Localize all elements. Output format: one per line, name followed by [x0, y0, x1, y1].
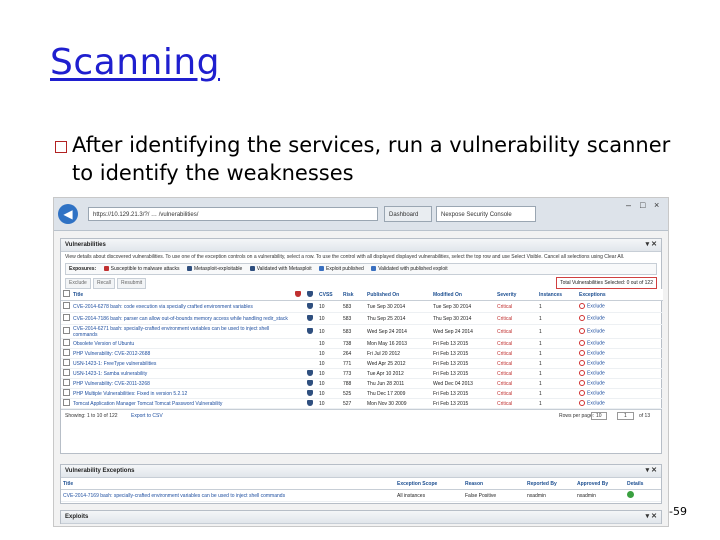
col-title[interactable]: Title — [71, 289, 293, 301]
malware-icon — [293, 369, 305, 379]
vuln-instances: 1 — [537, 339, 577, 349]
table-row[interactable] — [61, 379, 663, 389]
exclude-icon — [579, 380, 585, 386]
vuln-instances: 1 — [537, 389, 577, 399]
col-instances[interactable]: Instances — [537, 289, 577, 301]
row-checkbox[interactable] — [61, 301, 71, 313]
selected-count: Total Vulnerabilities Selected: 0 out of 122 — [556, 277, 657, 289]
row-checkbox[interactable] — [61, 313, 71, 325]
col-scope[interactable]: Exception Scope — [395, 478, 463, 490]
malware-icon — [293, 349, 305, 359]
address-bar[interactable]: https://10.129.21.3/?/ … /vulnerabilities/ — [88, 207, 378, 221]
vuln-exclude-link[interactable]: Exclude — [577, 349, 663, 359]
export-csv-link[interactable]: Export to CSV — [131, 413, 163, 419]
slide-number: -59 — [669, 505, 687, 518]
tab-dashboard[interactable]: Dashboard — [384, 206, 432, 222]
vuln-modified: Wed Sep 24 2014 — [431, 325, 495, 339]
legend-label: Exposures: — [69, 266, 97, 272]
table-row[interactable] — [61, 389, 663, 399]
vuln-exclude-link[interactable]: Exclude — [577, 339, 663, 349]
exclude-icon — [579, 360, 585, 366]
exclude-icon — [579, 340, 585, 346]
vuln-cvss: 10 — [317, 339, 341, 349]
vuln-title[interactable]: Tomcat Application Manager Tomcat Tomcat Password Vulnerability — [71, 399, 293, 409]
vuln-title[interactable]: USN-1423-1: Samba vulnerability — [71, 369, 293, 379]
page-input[interactable]: 1 — [617, 412, 634, 420]
vuln-exclude-link[interactable]: Exclude — [577, 379, 663, 389]
exploit-shield-icon — [305, 389, 317, 399]
row-checkbox[interactable] — [61, 389, 71, 399]
vuln-exclude-link[interactable]: Exclude — [577, 313, 663, 325]
vuln-modified: Fri Feb 13 2015 — [431, 369, 495, 379]
vuln-cvss: 10 — [317, 369, 341, 379]
table-header-row — [61, 289, 663, 301]
bullet-marker — [55, 141, 67, 153]
exploit-shield-icon — [305, 379, 317, 389]
exploit-shield-icon — [305, 369, 317, 379]
resubmit-button[interactable]: Resubmit — [117, 278, 146, 289]
table-row[interactable] — [61, 301, 663, 313]
vuln-published: Thu Dec 17 2009 — [365, 389, 431, 399]
row-checkbox[interactable] — [61, 359, 71, 369]
vuln-severity: Critical — [495, 389, 537, 399]
vuln-severity: Critical — [495, 313, 537, 325]
panel-description: View details about discovered vulnerabilities. To use one of the exception controls on a vulnerability, select a row. To use the control with all displayed displayed vulnerabilities, select the top row and use Select Visible. Cancel all selections using Clear All. — [65, 254, 625, 260]
vuln-instances: 1 — [537, 313, 577, 325]
vuln-instances: 1 — [537, 369, 577, 379]
row-checkbox[interactable] — [61, 399, 71, 409]
exclude-icon — [579, 315, 585, 321]
exception-reported-by: nxadmin — [525, 490, 575, 502]
exception-title[interactable]: CVE-2014-7169 bash: specially-crafted environment variables can be used to inject shell commands — [61, 490, 395, 502]
vuln-severity: Critical — [495, 325, 537, 339]
vuln-instances: 1 — [537, 325, 577, 339]
malware-icon — [293, 325, 305, 339]
exploit-shield-icon — [305, 359, 317, 369]
exclude-icon — [579, 400, 585, 406]
table-row[interactable] — [61, 339, 663, 349]
exploit-shield-icon — [305, 325, 317, 339]
showing-count: Showing: 1 to 10 of 122 — [65, 413, 118, 419]
malware-icon — [293, 399, 305, 409]
maximize-icon[interactable]: □ — [640, 200, 646, 210]
panel-header: Vulnerabilities ▾ ✕ — [61, 239, 661, 252]
vuln-risk: 583 — [341, 325, 365, 339]
vuln-instances: 1 — [537, 349, 577, 359]
exclude-icon — [579, 350, 585, 356]
exclude-icon — [579, 390, 585, 396]
vuln-exclude-link[interactable]: Exclude — [577, 325, 663, 339]
exploit-shield-icon — [305, 301, 317, 313]
vuln-risk: 773 — [341, 369, 365, 379]
close-panel-icon[interactable]: ▾ ✕ — [645, 241, 657, 248]
vuln-title[interactable]: CVE-2014-6271 bash: specially-crafted environment variables can be used to inject shell commands — [71, 325, 293, 339]
select-all-checkbox[interactable] — [61, 289, 71, 301]
exception-approved-by: nxadmin — [575, 490, 625, 502]
vuln-instances: 1 — [537, 301, 577, 313]
vuln-published: Mon May 16 2013 — [365, 339, 431, 349]
vuln-cvss: 10 — [317, 301, 341, 313]
col-published[interactable]: Published On — [365, 289, 431, 301]
malware-icon — [293, 389, 305, 399]
exceptions-table — [61, 478, 661, 502]
vuln-title[interactable]: PHP Vulnerability: CVE-2011-3268 — [71, 379, 293, 389]
vuln-severity: Critical — [495, 349, 537, 359]
col-cvss[interactable]: CVSS — [317, 289, 341, 301]
vuln-risk: 583 — [341, 313, 365, 325]
back-icon[interactable]: ◀ — [58, 204, 78, 224]
vuln-risk: 771 — [341, 359, 365, 369]
row-checkbox[interactable] — [61, 379, 71, 389]
panel-header: Exploits ▾ ✕ — [61, 511, 661, 524]
table-row[interactable] — [61, 349, 663, 359]
minimize-icon[interactable]: – — [626, 200, 632, 210]
col-exceptions[interactable]: Exceptions — [577, 289, 663, 301]
rows-per-page-select[interactable]: 10 — [591, 412, 607, 420]
vuln-modified: Fri Feb 13 2015 — [431, 399, 495, 409]
col-modified[interactable]: Modified On — [431, 289, 495, 301]
vuln-published: Fri Jul 20 2012 — [365, 349, 431, 359]
legend-item: Validated with published exploit — [371, 266, 447, 272]
vuln-instances: 1 — [537, 379, 577, 389]
exceptions-panel — [60, 464, 662, 504]
slide-title: Scanning — [50, 42, 221, 83]
vuln-modified: Fri Feb 13 2015 — [431, 389, 495, 399]
exploit-shield-icon — [305, 399, 317, 409]
vuln-title[interactable]: PHP Multiple Vulnerabilities: Fixed in version 5.2.12 — [71, 389, 293, 399]
legend-item: Susceptible to malware attacks — [104, 266, 180, 272]
panel-header: Vulnerability Exceptions ▾ ✕ — [61, 465, 661, 478]
table-row[interactable] — [61, 369, 663, 379]
vuln-title[interactable]: Obsolete Version of Ubuntu — [71, 339, 293, 349]
exploits-panel — [60, 510, 662, 524]
row-checkbox[interactable] — [61, 349, 71, 359]
col-reported-by[interactable]: Reported By — [525, 478, 575, 490]
vuln-severity: Critical — [495, 359, 537, 369]
exception-reason: False Positive — [463, 490, 525, 502]
bullet-text: After identifying the services, run a vulnerability scanner to identify the weaknesses — [72, 133, 671, 185]
table-row[interactable] — [61, 399, 663, 409]
col-risk[interactable]: Risk — [341, 289, 365, 301]
vuln-published: Wed Sep 24 2014 — [365, 325, 431, 339]
malware-icon — [293, 359, 305, 369]
vuln-modified: Wed Dec 04 2013 — [431, 379, 495, 389]
exploit-shield-icon — [305, 313, 317, 325]
vuln-severity: Critical — [495, 301, 537, 313]
row-checkbox[interactable] — [61, 325, 71, 339]
vuln-severity: Critical — [495, 369, 537, 379]
vuln-exclude-link[interactable]: Exclude — [577, 399, 663, 409]
vulnerabilities-table — [61, 289, 663, 409]
close-window-icon[interactable]: × — [654, 200, 660, 210]
col-approved-by[interactable]: Approved By — [575, 478, 625, 490]
vuln-instances: 1 — [537, 359, 577, 369]
vuln-severity: Critical — [495, 399, 537, 409]
exploit-shield-icon — [305, 349, 317, 359]
vuln-cvss: 10 — [317, 389, 341, 399]
action-toolbar — [61, 275, 661, 289]
malware-icon — [293, 301, 305, 313]
vuln-risk: 264 — [341, 349, 365, 359]
legend-item: Exploit published — [319, 266, 364, 272]
legend-item: Metasploit-exploitable — [187, 266, 242, 272]
malware-icon — [293, 313, 305, 325]
vulnerabilities-panel — [60, 238, 662, 454]
vuln-title[interactable]: USN-1423-1: FreeType vulnerabilities — [71, 359, 293, 369]
vuln-title[interactable]: CVE-2014-7186 bash: parser can allow out-of-bounds memory access while handling redir_stack — [71, 313, 293, 325]
vuln-cvss: 10 — [317, 399, 341, 409]
vuln-instances: 1 — [537, 399, 577, 409]
vuln-exclude-link[interactable]: Exclude — [577, 369, 663, 379]
vuln-exclude-link[interactable]: Exclude — [577, 389, 663, 399]
vuln-modified: Fri Feb 13 2015 — [431, 349, 495, 359]
recall-button[interactable]: Recall — [93, 278, 115, 289]
vuln-modified: Thu Sep 30 2014 — [431, 313, 495, 325]
page-total: of 13 — [639, 413, 651, 419]
row-checkbox[interactable] — [61, 369, 71, 379]
exclude-icon — [579, 303, 585, 309]
vuln-modified: Fri Feb 13 2015 — [431, 339, 495, 349]
col-details[interactable]: Details — [625, 478, 661, 490]
col-reason[interactable]: Reason — [463, 478, 525, 490]
browser-toolbar — [54, 198, 668, 231]
vuln-cvss: 10 — [317, 379, 341, 389]
vuln-cvss: 10 — [317, 359, 341, 369]
close-panel-icon[interactable]: ▾ ✕ — [645, 513, 657, 520]
vuln-severity: Critical — [495, 339, 537, 349]
vuln-published: Thu Sep 25 2014 — [365, 313, 431, 325]
vuln-severity: Critical — [495, 379, 537, 389]
rows-per-page-label: Rows per page: — [559, 413, 595, 419]
vuln-risk: 525 — [341, 389, 365, 399]
vuln-published: Mon Nov 30 2009 — [365, 399, 431, 409]
vuln-modified: Tue Sep 30 2014 — [431, 301, 495, 313]
table-row[interactable] — [61, 325, 663, 339]
exclude-icon — [579, 328, 585, 334]
table-pager — [61, 409, 661, 422]
table-row[interactable] — [61, 359, 663, 369]
vuln-published: Tue Sep 30 2014 — [365, 301, 431, 313]
vuln-exclude-link[interactable]: Exclude — [577, 359, 663, 369]
exclude-button[interactable]: Exclude — [65, 278, 91, 289]
col-malware-icon — [293, 289, 305, 301]
vuln-title[interactable]: PHP Vulnerability: CVE-2012-2688 — [71, 349, 293, 359]
table-row[interactable] — [61, 313, 663, 325]
exclude-icon — [579, 370, 585, 376]
vuln-modified: Fri Feb 13 2015 — [431, 359, 495, 369]
col-exploit-icon — [305, 289, 317, 301]
vuln-published: Wed Apr 25 2012 — [365, 359, 431, 369]
vuln-cvss: 10 — [317, 325, 341, 339]
legend-item: Validated with Metasploit — [250, 266, 312, 272]
exception-scope: All instances — [395, 490, 463, 502]
exposures-legend — [65, 263, 657, 275]
vuln-risk: 527 — [341, 399, 365, 409]
row-checkbox[interactable] — [61, 339, 71, 349]
vuln-title[interactable]: CVE-2014-6278 bash: code execution via specially crafted environment variables — [71, 301, 293, 313]
tab-nexpose[interactable]: Nexpose Security Console — [436, 206, 536, 222]
vuln-published: Tue Apr 10 2012 — [365, 369, 431, 379]
table-header-row — [61, 478, 661, 490]
table-row[interactable] — [61, 490, 661, 502]
vuln-cvss: 10 — [317, 349, 341, 359]
col-title[interactable]: Title — [61, 478, 395, 490]
malware-icon — [293, 379, 305, 389]
vuln-exclude-link[interactable]: Exclude — [577, 301, 663, 313]
exploit-shield-icon — [305, 339, 317, 349]
vuln-cvss: 10 — [317, 313, 341, 325]
screenshot — [53, 197, 669, 527]
vuln-risk: 738 — [341, 339, 365, 349]
vuln-risk: 583 — [341, 301, 365, 313]
malware-icon — [293, 339, 305, 349]
vuln-risk: 788 — [341, 379, 365, 389]
vuln-published: Thu Jun 28 2011 — [365, 379, 431, 389]
details-ok-icon[interactable] — [625, 490, 661, 502]
col-severity[interactable]: Severity — [495, 289, 537, 301]
close-panel-icon[interactable]: ▾ ✕ — [645, 467, 657, 474]
